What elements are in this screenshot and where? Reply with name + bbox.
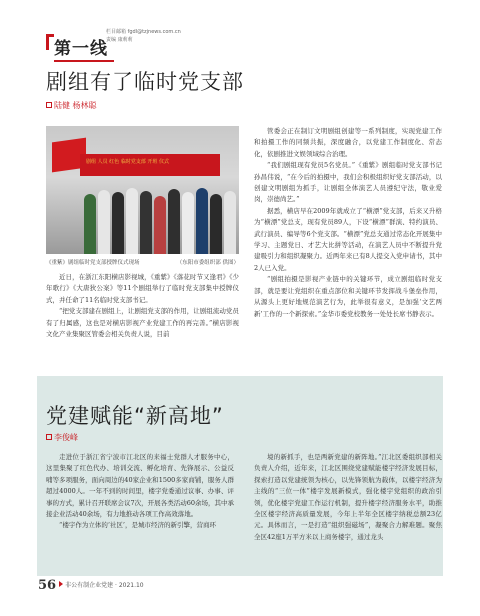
byline-box-icon — [46, 434, 52, 440]
paragraph: “楼宇作为立体的‘社区’，是城市经济的新引擎，营商环 — [59, 521, 216, 530]
article2-author: 李俊峰 — [54, 433, 78, 442]
page-number: 56 — [38, 578, 57, 593]
column-email: 栏目邮箱 fgdl@tzjnews.com.cn — [106, 29, 181, 35]
photo-group — [84, 178, 234, 254]
publication-name: 非公有制企业党建 · 2021.10 — [65, 582, 144, 589]
person-figure — [154, 196, 166, 254]
person-figure — [168, 189, 180, 254]
article1-title: 剧组有了临时党支部 — [46, 70, 244, 94]
article2-byline — [46, 432, 78, 443]
paragraph: 近日，在浙江东阳横店影视城，《重紫》《落花时节又逢君》《少年歌行》《大唐狄公案》等11个剧组举行了临时党支部集中授牌仪式，并任命了11名临时党支部书记。 — [46, 273, 239, 304]
byline-box-icon — [46, 102, 52, 108]
article1-body-left — [46, 272, 239, 340]
person-figure — [224, 191, 236, 254]
person-figure — [112, 192, 124, 254]
paragraph: 据悉，横店早在2009年就成立了“横漂”党支部，后来又升格为“横漂”党总支，现有党员89人，下设“横漂”群演、特约演员、武行演员、编导等6个党支部。“横漂”党总支通过常态化开展集中学习、主题党日、才艺大比拼等活动，在演艺人员中不断提升党建吸引力和组织凝聚力。近两年来已有8人提交入党申请书，其中2人已入党。 — [254, 206, 442, 272]
section-underline — [54, 60, 114, 62]
paragraph: 走进位于浙江省宁波市江北区的来福士党群人才服务中心，这里集聚了红色代办、培训交流、孵化培育、先锋展示、公益反哺等多项服务，面向周边的40家企业和1500多家商铺，服务人群超过4000人。一年不到的时间里，楼宇党委通过议事、办事、评事的方式，累计召开联席会议7次，开展各类活动60余场，其中承接企业活动40余场，有力地推动各项工作高效落地。 — [46, 453, 234, 519]
article2-body-left — [46, 452, 234, 532]
photo-banner — [80, 154, 220, 176]
article1-photo — [46, 126, 239, 254]
photo-banner-text: 剧组 人员 红色 临时党支部 开班 仪式 — [86, 159, 169, 165]
person-figure — [84, 194, 96, 254]
paragraph: 管委会正在制订文明剧组创建等一系列制度，实现党建工作和拍摄工作的同频共振，深度融合，以党建工作制度化、常态化，依剧推进文娱领域综合治理。 — [254, 127, 442, 158]
article2-body-right — [254, 452, 442, 543]
section-title: 第一线 — [54, 39, 108, 59]
person-figure — [196, 188, 208, 254]
article2-title: 党建赋能“新高地” — [46, 404, 224, 428]
article1-author: 陆健 杨林聪 — [54, 101, 97, 110]
triangle-icon — [59, 581, 63, 587]
photo-caption — [46, 258, 239, 266]
photo-caption-text: 《重紫》剧组临时党支部授牌仪式现场 — [46, 260, 140, 266]
paragraph: “我们剧组现有党员5名党员。”《重紫》剧组临时党支部书记孙昌伟说，“在今后的拍摄中，我们会积极组织好党支部活动，以创建文明剧组为抓手，让剧组全体演艺人员遵纪守法，敬业爱岗，崇德尚艺。” — [254, 161, 442, 204]
column-editor: 责编 康莉莉 — [106, 37, 133, 43]
paragraph: 境的新抓手，也是两新党建的新阵地。”江北区委组织部相关负责人介绍，近年来，江北区围绕党建赋能楼宇经济发展目标，探索打造以党建统领为核心，以先锋领航为载体，以楼宇经济为主线的“三位一体”楼宇发展新模式，强化楼宇党组织的政治引领，优化楼宇党建工作运行机制，提升楼宇经济服务水平，助推全区楼宇经济高质量发展，今年上半年全区楼宇纳税总额23亿元。具体而言，一是打造“组织强磁场”，凝聚合力解难题。聚焦全区42座1万平方米以上商务楼宇，通过龙头 — [254, 453, 442, 541]
person-figure — [182, 192, 194, 254]
person-figure — [126, 188, 138, 254]
person-figure — [140, 191, 152, 254]
paragraph: “把党支部建在剧组上，让剧组党支部的作用，让剧组流动党员有了归属感，这也是对横店影视产业党建工作的再完善。”横店影视文化产业集聚区管委会相关负责人说，目前 — [46, 307, 239, 339]
article1-body-right — [254, 126, 442, 320]
column-meta — [106, 28, 181, 44]
corner-mark-icon — [46, 34, 54, 50]
paragraph: “剧组拍摄是影视产业链中的关键环节，成立剧组临时党支部，就是要让党组织在重点部位和关键环节发挥战斗堡垒作用，从源头上更好地规范演艺行为，此举很有意义，是加强‘文艺两新’工作的一个新探索。”金华市委党校教务一处处长席书静表示。 — [254, 275, 442, 318]
page-footer — [38, 578, 144, 593]
person-figure — [98, 190, 110, 254]
article1-byline — [46, 100, 97, 111]
photo-credit: （东阳市委组织部 供图） — [176, 260, 239, 266]
person-figure — [210, 194, 222, 254]
